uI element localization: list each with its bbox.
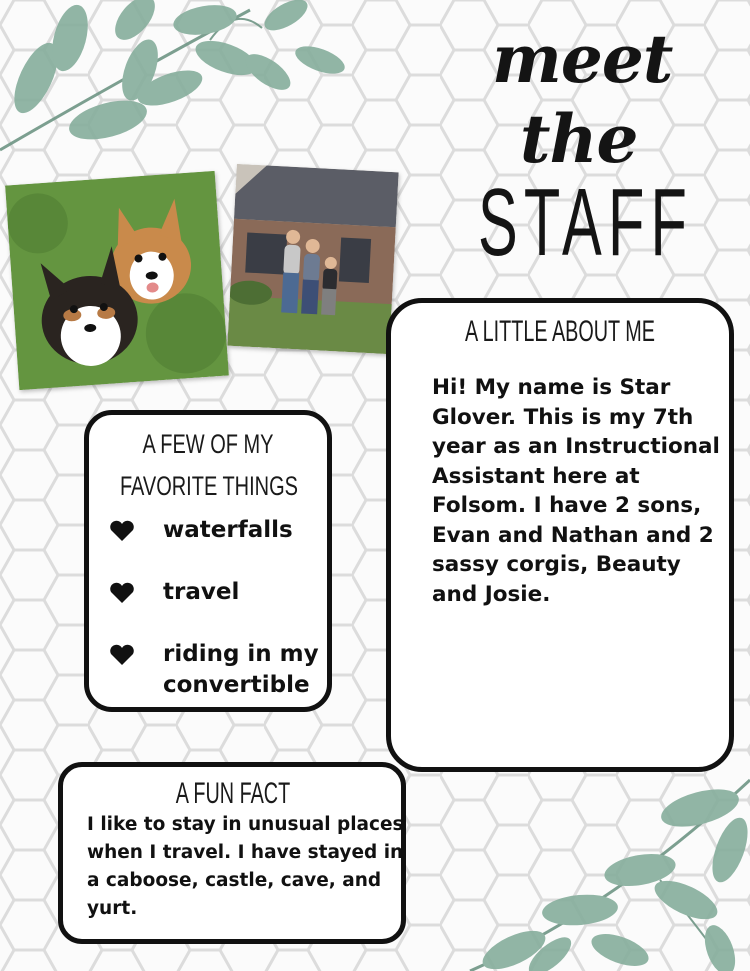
family-photo <box>227 164 398 354</box>
favorite-things-card <box>84 410 332 712</box>
corgis-photo <box>5 171 229 390</box>
eucalyptus-leaves-top-left <box>0 0 360 170</box>
about-me-heading: A LITTLE ABOUT ME <box>465 315 655 348</box>
favorite-item-label: travel <box>163 579 240 605</box>
title-the: the <box>520 100 638 178</box>
favorite-item-label: waterfalls <box>163 517 293 543</box>
title-meet: meet <box>492 20 673 98</box>
about-me-card <box>386 298 734 772</box>
fun-fact-heading: A FUN FACT <box>175 777 291 810</box>
list-item <box>109 515 339 546</box>
fun-fact-card <box>58 762 406 944</box>
heart-icon <box>109 520 135 542</box>
eucalyptus-leaves-bottom-right <box>430 760 750 971</box>
favorite-things-heading-line1: A FEW OF MY <box>142 429 274 459</box>
heart-icon <box>109 644 135 666</box>
title-staff: STAFF <box>478 169 694 276</box>
about-me-text: Hi! My name is Star Glover. This is my 7th year as an Instructional Assistant here at Folsom. I have 2 sons, Evan and Nathan and 2 sassy corgis, Beauty and Josie. <box>432 375 720 607</box>
fun-fact-text: I like to stay in unusual places when I travel. I have stayed in a caboose, castle, cave, and yurt. <box>87 814 404 919</box>
favorite-things-list <box>109 515 339 701</box>
favorite-item-label: riding in my convertible <box>163 641 319 698</box>
favorite-things-heading-line2: FAVORITE THINGS <box>119 471 298 501</box>
list-item <box>109 577 339 608</box>
list-item <box>109 639 339 701</box>
heart-icon <box>109 582 135 604</box>
